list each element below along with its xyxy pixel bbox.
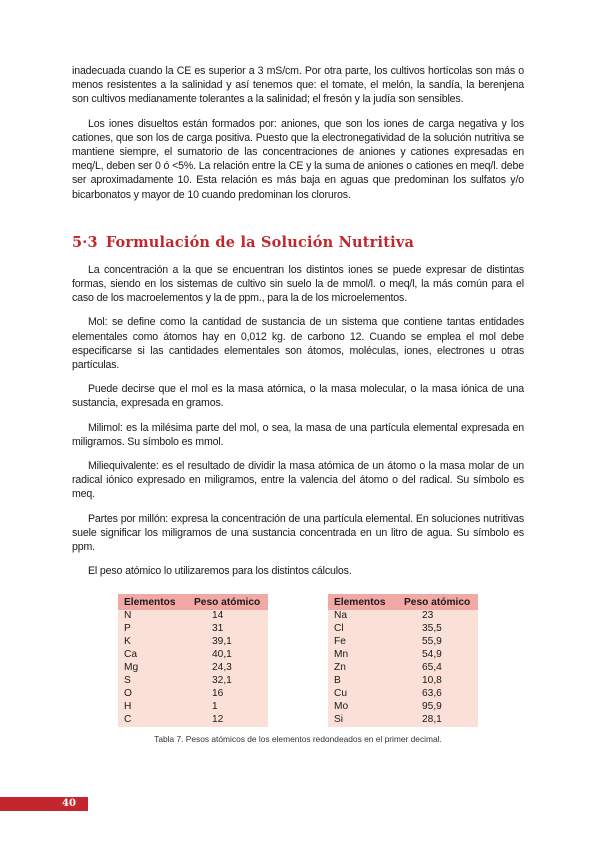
page-body — [72, 64, 524, 744]
element-symbol: H — [118, 701, 188, 714]
element-symbol: Si — [328, 714, 398, 727]
table-row — [328, 636, 478, 649]
atomic-weight: 63,6 — [398, 688, 478, 701]
table-row — [328, 675, 478, 688]
element-symbol: Zn — [328, 662, 398, 675]
section-title — [72, 234, 524, 251]
table-row — [118, 688, 268, 701]
element-symbol: Cu — [328, 688, 398, 701]
paragraph: Mol: se define como la cantidad de sustancia de un sistema que contiene tantas entidades elementales como átomos hay en 0,012 kg. de carbono 12. Cuando se emplea el mol debe especificarse si las cantidades elementales son átomos, moléculas, iones, electrones u otras partículas. — [72, 316, 524, 372]
table-header-row — [118, 594, 268, 610]
table-header-row — [328, 594, 478, 610]
element-symbol: Mo — [328, 701, 398, 714]
atomic-weight: 14 — [188, 610, 268, 623]
element-symbol: Cl — [328, 623, 398, 636]
paragraph: Miliequivalente: es el resultado de dividir la masa atómica de un átomo o la masa molar de un radical iónico expresado en miligramos, entre la valencia del átomo o del radical. Su símbolo es meq. — [72, 460, 524, 501]
column-header-weight: Peso atómico — [398, 594, 478, 610]
table-row — [118, 675, 268, 688]
paragraph: La concentración a la que se encuentran los distintos iones se puede expresar de distintas formas, siendo en los sistemas de cultivo sin suelo la de mmol/l. o meq/l, la más común para el caso de los macroelementos y la de ppm., para la de los microelementos. — [72, 263, 524, 305]
atomic-weight: 32,1 — [188, 675, 268, 688]
atomic-weight: 40,1 — [188, 649, 268, 662]
paragraph: Puede decirse que el mol es la masa atómica, o la masa molecular, o la masa iónica de una sustancia, expresada en gramos. — [72, 383, 524, 410]
atomic-weight: 10,8 — [398, 675, 478, 688]
table-row — [328, 623, 478, 636]
atomic-weight: 54,9 — [398, 649, 478, 662]
table-row — [118, 714, 268, 727]
table-row — [328, 701, 478, 714]
atomic-weight: 39,1 — [188, 636, 268, 649]
page-number: 40 — [62, 798, 76, 809]
column-header-element: Elementos — [328, 594, 398, 610]
element-symbol: K — [118, 636, 188, 649]
atomic-weight: 1 — [188, 701, 268, 714]
element-symbol: Ca — [118, 649, 188, 662]
section-number: 5·3 — [72, 233, 98, 251]
element-symbol: Fe — [328, 636, 398, 649]
element-symbol: Mn — [328, 649, 398, 662]
paragraph: Los iones disueltos están formados por: aniones, que son los iones de carga negativa y los cationes, que son los de carga positiva. Puesto que la electronegatividad de la solución nutritiva se mantiene siempre, el sumatorio de las concentraciones de aniones y cationes expresadas en meq/L, deben ser 0 ó <5%. La relación entre la CE y la suma de aniones o cationes en meq/l. debe ser aproximadamente 10. Esta relación es más baja en aguas que predominan los sulfatos y/o bicarbonatos y mayor de 10 cuando predominan los cloruros. — [72, 117, 524, 201]
element-symbol: Na — [328, 610, 398, 623]
atomic-weight: 31 — [188, 623, 268, 636]
atomic-weight: 95,9 — [398, 701, 478, 714]
atomic-weight: 24,3 — [188, 662, 268, 675]
table-row — [118, 662, 268, 675]
atomic-weight: 28,1 — [398, 714, 478, 727]
element-symbol: O — [118, 688, 188, 701]
column-header-weight: Peso atómico — [188, 594, 268, 610]
paragraph: El peso atómico lo utilizaremos para los distintos cálculos. — [88, 565, 352, 578]
table-row — [118, 701, 268, 714]
element-symbol: S — [118, 675, 188, 688]
table-caption: Tabla 7. Pesos atómicos de los elementos redondeados en el primer decimal. — [154, 733, 442, 744]
element-symbol: C — [118, 714, 188, 727]
table-row — [328, 714, 478, 727]
atomic-weight: 65,4 — [398, 662, 478, 675]
section-heading: Formulación de la Solución Nutritiva — [105, 233, 415, 251]
atomic-weight: 55,9 — [398, 636, 478, 649]
atomic-weight-table-right — [328, 594, 478, 726]
table-row — [118, 649, 268, 662]
element-symbol: B — [328, 675, 398, 688]
element-symbol: N — [118, 610, 188, 623]
table-row — [118, 636, 268, 649]
atomic-weight-tables — [72, 594, 524, 726]
atomic-weight: 35,5 — [398, 623, 478, 636]
element-symbol: Mg — [118, 662, 188, 675]
table-row — [328, 688, 478, 701]
table-row — [118, 623, 268, 636]
table-row — [328, 610, 478, 623]
atomic-weight: 16 — [188, 688, 268, 701]
element-symbol: P — [118, 623, 188, 636]
paragraph: inadecuada cuando la CE es superior a 3 mS/cm. Por otra parte, los cultivos hortícolas son más o menos resistentes a la salinidad y así tenemos que: el tomate, el melón, la sandía, la berenjena son cultivos medianamente tolerantes a la salinidad; el fresón y la judía son sensibles. — [72, 65, 524, 106]
atomic-weight-table-left — [118, 594, 268, 726]
paragraph: Milimol: es la milésima parte del mol, o sea, la masa de una partícula elemental expresada en miligramos. Su símbolo es mmol. — [72, 421, 524, 448]
table-row — [328, 649, 478, 662]
atomic-weight: 12 — [188, 714, 268, 727]
atomic-weight: 23 — [398, 610, 478, 623]
column-header-element: Elementos — [118, 594, 188, 610]
paragraph: Partes por millón: expresa la concentración de una partícula elemental. En soluciones nutritivas suele significar los miligramos de una sustancia concentrada en un litro de agua. Su símbolo es ppm. — [72, 512, 524, 554]
table-row — [118, 610, 268, 623]
table-row — [328, 662, 478, 675]
